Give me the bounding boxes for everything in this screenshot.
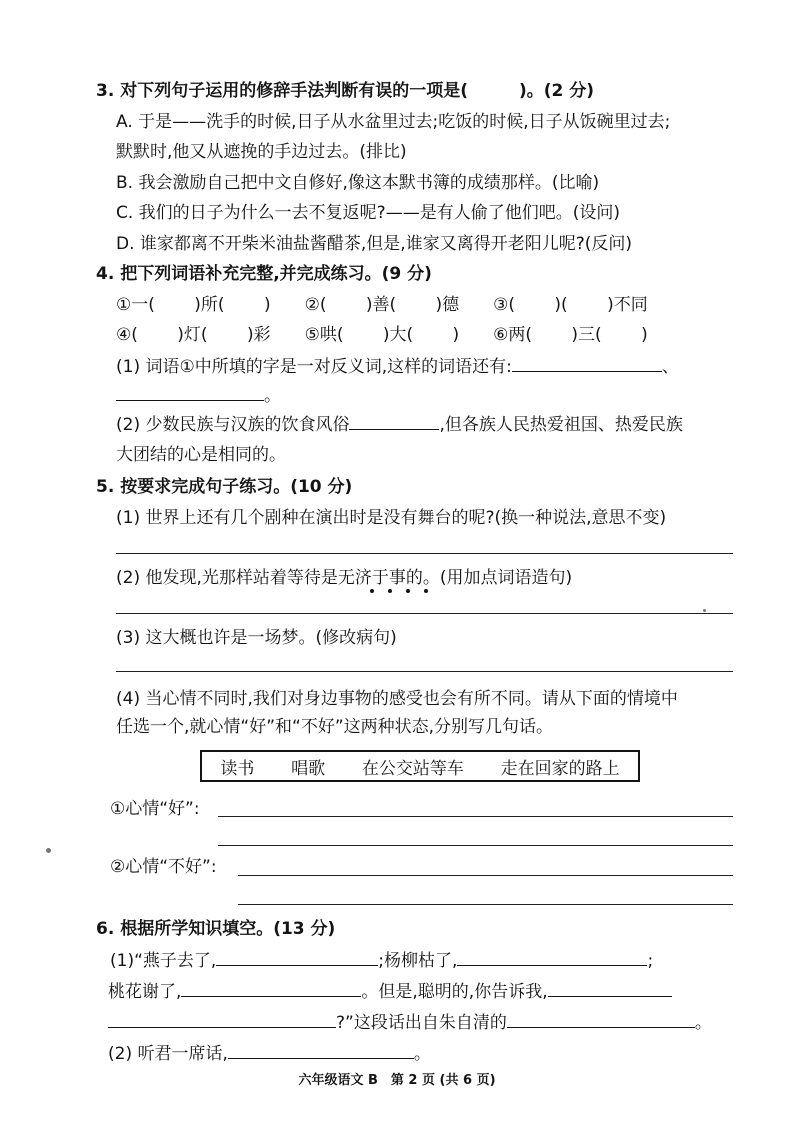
q3-stem: 3. 对下列句子运用的修辞手法判断有误的一项是( )。(2 分) xyxy=(96,81,595,101)
q4-part-1-blank-2[interactable] xyxy=(116,385,264,401)
scan-speck xyxy=(703,609,706,612)
q6-part-1-line-2 xyxy=(108,981,672,1003)
q6-text: ;杨柳枯了, xyxy=(378,951,458,971)
q6-blank[interactable] xyxy=(507,1012,695,1028)
mood-bad-line-1[interactable] xyxy=(238,875,733,876)
scenario-option: 在公交站等车 xyxy=(361,758,464,779)
q4-part-1-text: (1) 词语①中所填的字是一对反义词,这样的词语还有: xyxy=(116,357,512,377)
scenario-option: 读书 xyxy=(220,758,255,779)
q6-part-1-line-3 xyxy=(108,1012,712,1034)
q4-word-row-2: ④( )灯( )彩 ⑤哄( )大( ) ⑥两( )三( ) xyxy=(116,325,648,345)
scan-speck xyxy=(46,848,51,853)
q4-part-1-comma: 、 xyxy=(661,357,679,377)
q6-text: (2) 听君一席话, xyxy=(108,1044,228,1064)
mood-good-label: ①心情“好”: xyxy=(110,799,200,819)
emphasis-dot xyxy=(424,589,428,593)
scenario-option: 唱歌 xyxy=(291,758,326,779)
q3-option-c: C. 我们的日子为什么一去不复返呢?——是有人偷了他们吧。(设问) xyxy=(116,203,620,223)
q5-item-1-answer-line[interactable] xyxy=(116,553,733,554)
q6-text: 。 xyxy=(694,1013,712,1033)
q6-text: (1)“燕子去了, xyxy=(110,951,217,971)
emphasis-dot xyxy=(406,589,410,593)
q6-blank[interactable] xyxy=(457,950,647,966)
q3-option-b: B. 我会激励自己把中文自修好,像这本默书簿的成绩那样。(比喻) xyxy=(116,173,600,193)
q5-item-4-line2: 任选一个,就心情“好”和“不好”这两种状态,分别写几句话。 xyxy=(116,717,554,737)
q5-item-3-answer-line[interactable] xyxy=(116,671,733,672)
q6-blank[interactable] xyxy=(108,1012,336,1028)
q5-item-2-answer-line[interactable] xyxy=(116,613,733,614)
q6-part-1-line-1 xyxy=(110,950,653,972)
q4-part-1-blank-1[interactable] xyxy=(512,356,662,372)
q4-part-2-cont: 大团结的心是相同的。 xyxy=(116,445,286,465)
mood-good-line-1[interactable] xyxy=(218,816,733,817)
q6-text: 。但是,聪明的,你告诉我, xyxy=(361,982,548,1002)
q3-option-a-line1: A. 于是——洗手的时候,日子从水盆里过去;吃饭的时候,日子从饭碗里过去; xyxy=(116,112,671,132)
mood-good-line-2[interactable] xyxy=(218,845,733,846)
q6-blank[interactable] xyxy=(181,981,361,997)
q5-item-4-line1: (4) 当心情不同时,我们对身边事物的感受也会有所不同。请从下面的情境中 xyxy=(116,689,678,709)
scenario-options-box xyxy=(200,750,640,782)
q4-part-1-cont xyxy=(116,385,281,407)
q5-item-1: (1) 世界上还有几个剧种在演出时是没有舞台的呢?(换一种说法,意思不变) xyxy=(116,508,667,528)
q6-text: ; xyxy=(647,951,654,971)
q6-text: 桃花谢了, xyxy=(108,982,182,1002)
q4-part-1-end: 。 xyxy=(264,386,281,406)
q5-item-2: (2) 他发现,光那样站着等待是无济于事的。(用加点词语造句) xyxy=(116,568,573,588)
q4-stem: 4. 把下列词语补充完整,并完成练习。(9 分) xyxy=(96,264,432,284)
q5-stem: 5. 按要求完成句子练习。(10 分) xyxy=(96,477,353,497)
q4-part-2-text-a: (2) 少数民族与汉族的饮食风俗 xyxy=(116,415,350,435)
page-footer: 六年级语文 B 第 2 页 (共 6 页) xyxy=(298,1073,496,1088)
q6-blank[interactable] xyxy=(228,1043,414,1059)
q4-part-2-text-b: ,但各族人民热爱祖国、热爱民族 xyxy=(439,415,683,435)
emphasis-dot xyxy=(388,589,392,593)
q4-word-row-1: ①一( )所( ) ②( )善( )德 ③( )( )不同 xyxy=(116,295,648,315)
q6-blank[interactable] xyxy=(216,950,378,966)
q3-option-a-line2: 默默时,他又从遮挽的手边过去。(排比) xyxy=(116,142,407,162)
q4-part-2-blank[interactable] xyxy=(349,414,439,430)
q6-text: ?”这段话出自朱自清的 xyxy=(336,1013,507,1033)
q6-stem: 6. 根据所学知识填空。(13 分) xyxy=(96,919,336,939)
q4-part-1 xyxy=(116,356,679,378)
scenario-option: 走在回家的路上 xyxy=(500,758,620,779)
mood-bad-label: ②心情“不好”: xyxy=(110,857,217,877)
q6-text: 。 xyxy=(413,1044,431,1064)
q4-part-2 xyxy=(116,414,683,436)
emphasis-dot xyxy=(370,589,374,593)
mood-bad-line-2[interactable] xyxy=(238,904,733,905)
q3-option-d: D. 谁家都离不开柴米油盐酱醋茶,但是,谁家又离得开老阳儿呢?(反问) xyxy=(116,234,632,254)
q6-part-2 xyxy=(108,1043,431,1065)
q6-blank[interactable] xyxy=(548,981,672,997)
q5-item-3: (3) 这大概也许是一场梦。(修改病句) xyxy=(116,628,397,648)
